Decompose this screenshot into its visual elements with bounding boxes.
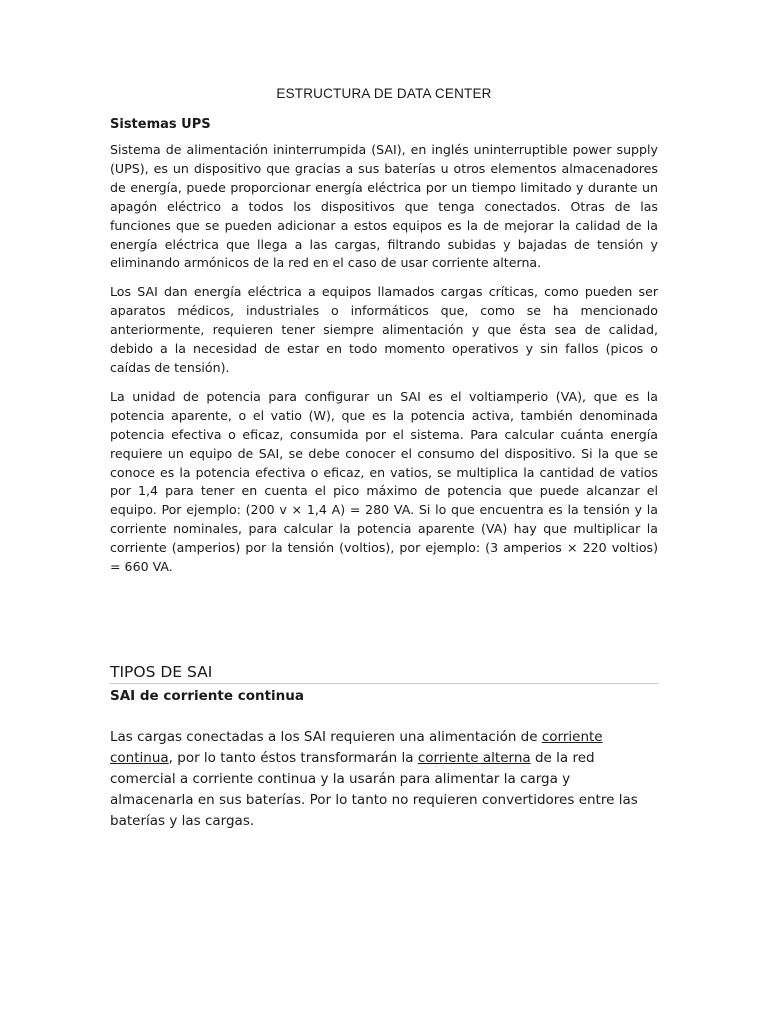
section-heading-ups: Sistemas UPS [110, 117, 211, 132]
paragraph-text: de la red comercial a corriente continua y la usarán para alimentar la carga y almacenarla en sus baterías. Por lo tanto no requieren convertidores entre las baterías y las cargas. [110, 750, 638, 829]
paragraph-critical-loads: Los SAI dan energía eléctrica a equipos llamados cargas críticas, como pueden ser aparatos médicos, industriales o informáticos que, como se ha mencionado anteriormente, requieren tener siempre alimentación y que ésta sea de calidad, debido a la necesidad de estar en todo momento operativos y sin fallos (picos o caídas de tensión). [110, 284, 658, 375]
subheading-dc-ups: SAI de corriente continua [110, 688, 305, 704]
paragraph-text: Las cargas conectadas a los SAI requieren una alimentación de [110, 729, 542, 745]
paragraph-text: , por lo tanto éstos transformarán la [168, 750, 418, 766]
document-title: ESTRUCTURA DE DATA CENTER [276, 86, 492, 101]
ups-body [110, 141, 658, 587]
link-corriente-alterna[interactable]: corriente alterna [417, 750, 531, 766]
section-heading-tipos: TIPOS DE SAI [110, 662, 658, 684]
paragraph-power-unit: La unidad de potencia para configurar un SAI es el voltiamperio (VA), que es la potencia aparente, o el vatio (W), que es la potencia activa, también denominada potencia efectiva o eficaz, consumida por el sistema. Para calcular cuánta energía requiere un equipo de SAI, se debe conocer el consumo del dispositivo. Si la que se conoce es la potencia efectiva o eficaz, en vatios, se multiplica la cantidad de vatios por 1,4 para tener en cuenta el pico máximo de potencia que puede alcanzar el equipo. Por ejemplo: (200 v × 1,4 A) = 280 VA. Si lo que encuentra es la tensión y la corriente nominales, para calcular la potencia aparente (VA) hay que multiplicar la corriente (amperios) por la tensión (voltios), por ejemplo: (3 amperios × 220 voltios) = 660 VA. [110, 388, 658, 575]
paragraph-dc-ups [110, 727, 658, 832]
link-corriente-continua[interactable]: corriente continua [110, 729, 603, 766]
paragraph-ups-definition: Sistema de alimentación ininterrumpida (SAI), en inglés uninterruptible power supply (UPS), es un dispositivo que gracias a sus baterías u otros elementos almacenadores de energía, puede proporcionar energía eléctrica por un tiempo limitado y durante un apagón eléctrico a todos los dispositivos que tenga conectados. Otras de las funciones que se pueden adicionar a estos equipos es la de mejorar la calidad de la energía eléctrica que llega a las cargas, filtrando subidas y bajadas de tensión y eliminando armónicos de la red en el caso de usar corriente alterna. [110, 142, 658, 271]
